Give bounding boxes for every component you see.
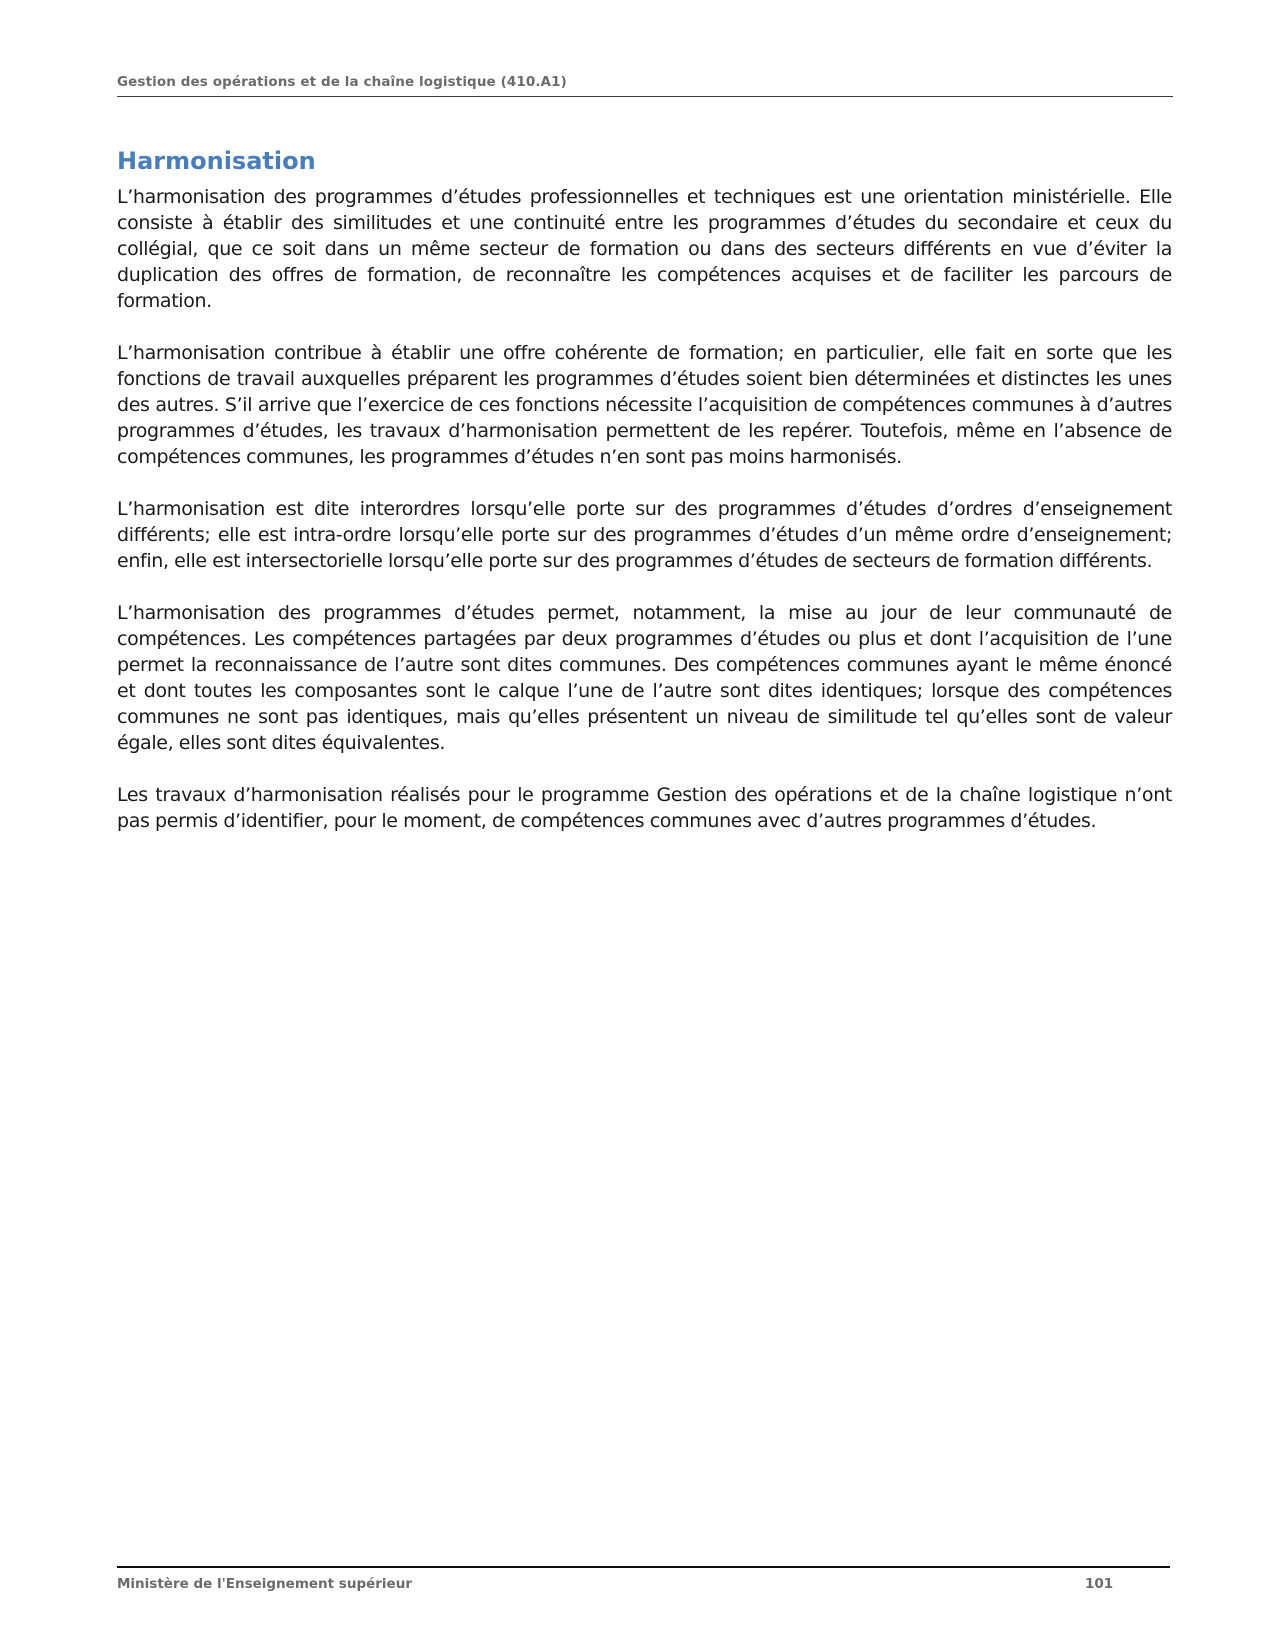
paragraph-4: L’harmonisation des programmes d’études permet, notamment, la mise au jour de leur communauté de compétences. Les compétences partagées par deux programmes d’études ou plus et dont l’acquisition de l’une permet la reconnaissance de l’autre sont dites communes. Des compétences communes ayant le même énoncé et dont toutes les composantes sont le calque l’une de l’autre sont dites identiques; lorsque des compétences communes ne sont pas identiques, mais qu’elles présentent un niveau de similitude tel qu’elles sont de valeur égale, elles sont dites équivalentes. — [117, 602, 1172, 754]
main-content — [117, 146, 1172, 860]
running-header-title: Gestion des opérations et de la chaîne logistique (410.A1) — [117, 74, 567, 90]
paragraph-1: L’harmonisation des programmes d’études professionnelles et techniques est une orientation ministérielle. Elle consiste à établir des similitudes et une continuité entre les programmes d’études du secondaire et ceux du collégial, que ce soit dans un même secteur de formation ou dans des secteurs différents en vue d’éviter la duplication des offres de formation, de reconnaître les compétences acquises et de faciliter les parcours de formation. — [117, 186, 1172, 312]
paragraph-3: L’harmonisation est dite interordres lorsqu’elle porte sur des programmes d’études d’ordres d’enseignement différents; elle est intra-ordre lorsqu’elle porte sur des programmes d’études d’un même ordre d’enseignement; enfin, elle est intersectorielle lorsqu’elle porte sur des programmes d’études de secteurs de formation différents. — [117, 498, 1172, 572]
page-header — [117, 74, 1173, 97]
paragraph-5: Les travaux d’harmonisation réalisés pour le programme Gestion des opérations et de la chaîne logistique n’ont pas permis d’identifier, pour le moment, de compétences communes avec d’autres programmes d’études. — [117, 784, 1172, 832]
page-number: 101 — [1085, 1576, 1114, 1592]
section-heading: Harmonisation — [117, 147, 316, 175]
page-footer — [117, 1566, 1170, 1592]
paragraph-2: L’harmonisation contribue à établir une offre cohérente de formation; en particulier, elle fait en sorte que les fonctions de travail auxquelles préparent les programmes d’études soient bien déterminées et distinctes les unes des autres. S’il arrive que l’exercice de ces fonctions nécessite l’acquisition de compétences communes à d’autres programmes d’études, les travaux d’harmonisation permettent de les repérer. Toutefois, même en l’absence de compétences communes, les programmes d’études n’en sont pas moins harmonisés. — [117, 342, 1172, 468]
footer-publisher: Ministère de l'Enseignement supérieur — [117, 1576, 412, 1592]
